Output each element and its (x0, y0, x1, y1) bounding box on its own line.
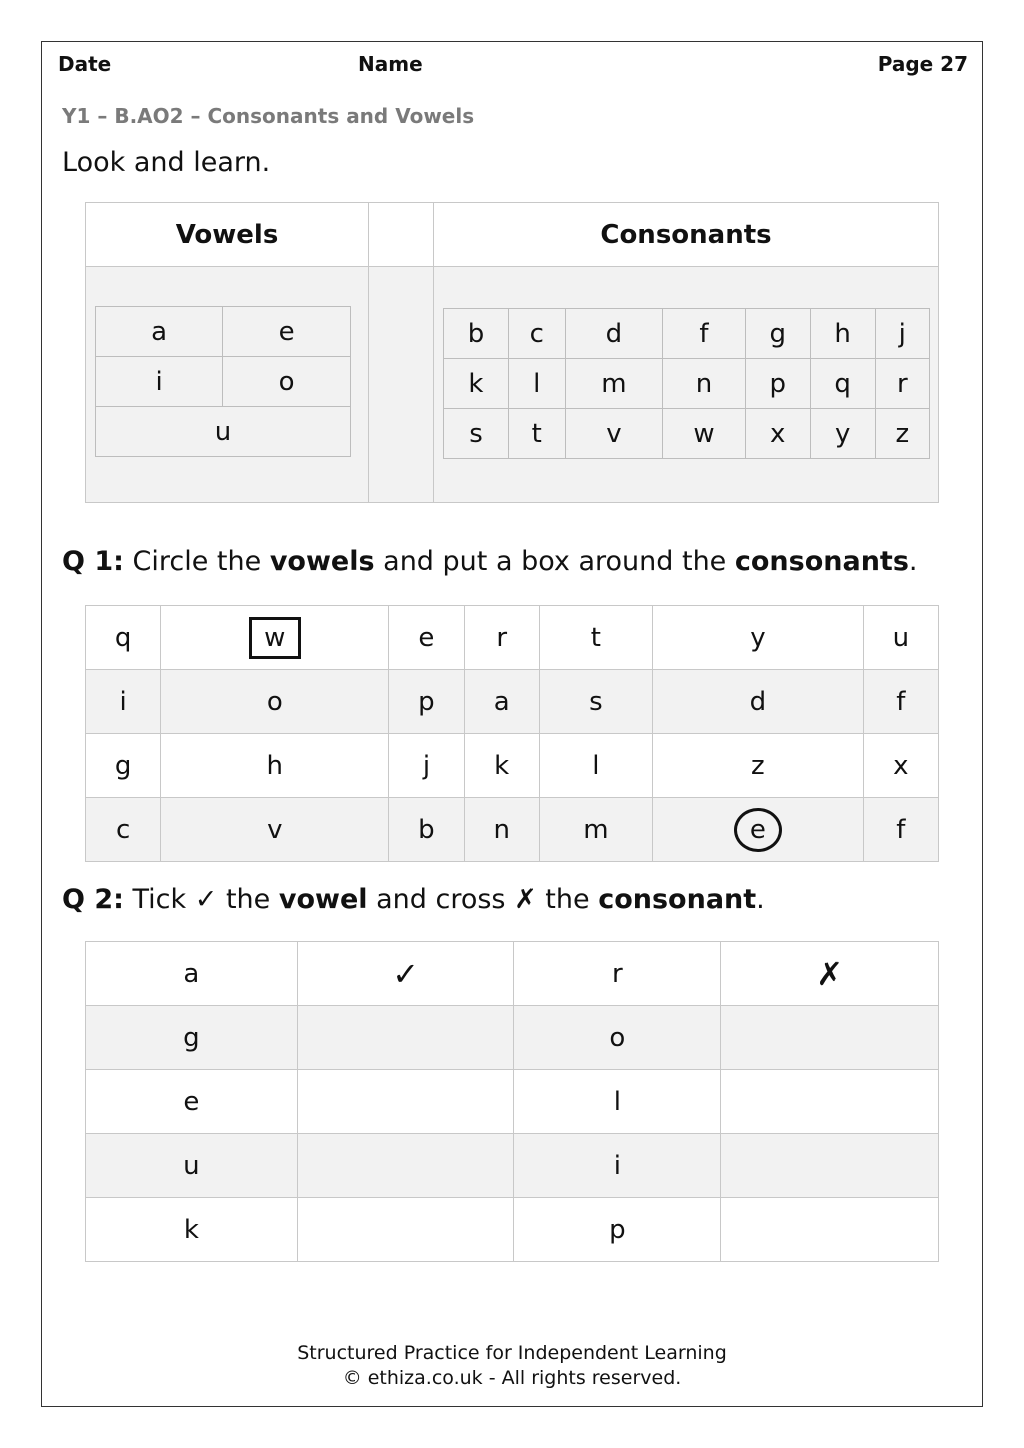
q2-letter: g (86, 1006, 298, 1070)
tick-icon: ✓ (392, 954, 420, 993)
consonant-cell: p (745, 359, 810, 409)
q1-cell[interactable]: c (86, 798, 161, 862)
q2-instruction: Q 2: Tick ✓ the vowel and cross ✗ the consonant. (62, 884, 765, 915)
page-number: Page 27 (877, 52, 968, 76)
consonant-cell: b (444, 309, 509, 359)
learn-panel (85, 202, 939, 503)
consonant-cell: m (565, 359, 663, 409)
q1-cell[interactable]: o (161, 670, 389, 734)
consonant-cell: x (745, 409, 810, 459)
intro-text: Look and learn. (62, 147, 271, 178)
consonant-cell: g (745, 309, 810, 359)
vowel-cell: i (96, 357, 223, 407)
example-circle: e (734, 808, 782, 852)
q1-cell[interactable]: u (863, 606, 938, 670)
consonant-cell: r (875, 359, 929, 409)
q2-answer-cell[interactable] (297, 1006, 514, 1070)
q2-answer-cell[interactable] (721, 942, 939, 1006)
consonant-cell: t (508, 409, 565, 459)
consonant-cell: l (508, 359, 565, 409)
q1-cell[interactable]: p (389, 670, 464, 734)
q2-letter: i (514, 1134, 721, 1198)
q1-instruction: Q 1: Circle the vowels and put a box around the consonants. (62, 546, 918, 577)
q2-letter: a (86, 942, 298, 1006)
consonant-cell: j (875, 309, 929, 359)
q1-cell[interactable]: b (389, 798, 464, 862)
consonant-cell: z (875, 409, 929, 459)
q2-letter: u (86, 1134, 298, 1198)
consonant-cell: s (444, 409, 509, 459)
q1-cell[interactable]: n (464, 798, 539, 862)
q2-letter: r (514, 942, 721, 1006)
q2-answer-cell[interactable] (297, 1070, 514, 1134)
q1-cell[interactable]: k (464, 734, 539, 798)
example-box: w (249, 617, 301, 659)
q1-cell[interactable]: z (653, 734, 864, 798)
cross-icon: ✗ (816, 954, 844, 993)
footer-tagline: Structured Practice for Independent Learning (297, 1342, 727, 1364)
vowels-heading: Vowels (86, 203, 368, 267)
vowel-cell: u (96, 407, 351, 457)
q2-letter: e (86, 1070, 298, 1134)
q2-tick-cross-table (85, 941, 939, 1262)
consonant-cell: w (663, 409, 746, 459)
q1-cell[interactable]: r (464, 606, 539, 670)
consonant-cell: y (810, 409, 875, 459)
lesson-code: Y1 – B.AO2 – Consonants and Vowels (62, 104, 475, 128)
consonant-cell: h (810, 309, 875, 359)
consonants-heading: Consonants (434, 203, 938, 267)
q2-answer-cell[interactable] (297, 1198, 514, 1262)
q2-letter: o (514, 1006, 721, 1070)
q1-cell[interactable]: y (653, 606, 864, 670)
q1-cell[interactable]: a (464, 670, 539, 734)
q2-letter: k (86, 1198, 298, 1262)
q1-cell-example-boxed[interactable] (161, 606, 389, 670)
q1-letter-grid (85, 605, 939, 862)
q1-cell[interactable]: i (86, 670, 161, 734)
vowel-cell: a (96, 307, 223, 357)
q1-cell[interactable]: s (539, 670, 652, 734)
cross-icon: ✗ (514, 884, 537, 915)
q2-letter: p (514, 1198, 721, 1262)
q2-answer-cell[interactable] (721, 1070, 939, 1134)
q1-cell[interactable]: m (539, 798, 652, 862)
q1-cell[interactable]: e (389, 606, 464, 670)
q2-answer-cell[interactable] (721, 1006, 939, 1070)
q1-cell[interactable]: g (86, 734, 161, 798)
q1-cell[interactable]: t (539, 606, 652, 670)
footer-copyright: © ethiza.co.uk - All rights reserved. (342, 1367, 682, 1389)
consonant-cell: f (663, 309, 746, 359)
q1-cell[interactable]: f (863, 670, 938, 734)
date-label: Date (58, 52, 112, 76)
consonants-grid (443, 308, 930, 459)
consonant-cell: v (565, 409, 663, 459)
q2-letter: l (514, 1070, 721, 1134)
spacer-column (369, 203, 434, 502)
q1-cell[interactable]: v (161, 798, 389, 862)
q2-answer-cell[interactable] (297, 1134, 514, 1198)
vowels-grid (95, 306, 351, 457)
q1-cell[interactable]: q (86, 606, 161, 670)
consonant-cell: c (508, 309, 565, 359)
q2-answer-cell[interactable] (721, 1198, 939, 1262)
q2-answer-cell[interactable] (721, 1134, 939, 1198)
consonant-cell: n (663, 359, 746, 409)
q1-cell[interactable]: l (539, 734, 652, 798)
q1-cell[interactable]: j (389, 734, 464, 798)
consonant-cell: q (810, 359, 875, 409)
vowel-cell: e (223, 307, 351, 357)
vowel-cell: o (223, 357, 351, 407)
q1-cell[interactable]: f (863, 798, 938, 862)
q1-cell[interactable]: x (863, 734, 938, 798)
q1-cell[interactable]: d (653, 670, 864, 734)
q2-answer-cell[interactable] (297, 942, 514, 1006)
name-label: Name (358, 52, 423, 76)
consonant-cell: d (565, 309, 663, 359)
tick-icon: ✓ (194, 884, 218, 915)
consonant-cell: k (444, 359, 509, 409)
q1-cell-example-circled[interactable] (653, 798, 864, 862)
q1-cell[interactable]: h (161, 734, 389, 798)
